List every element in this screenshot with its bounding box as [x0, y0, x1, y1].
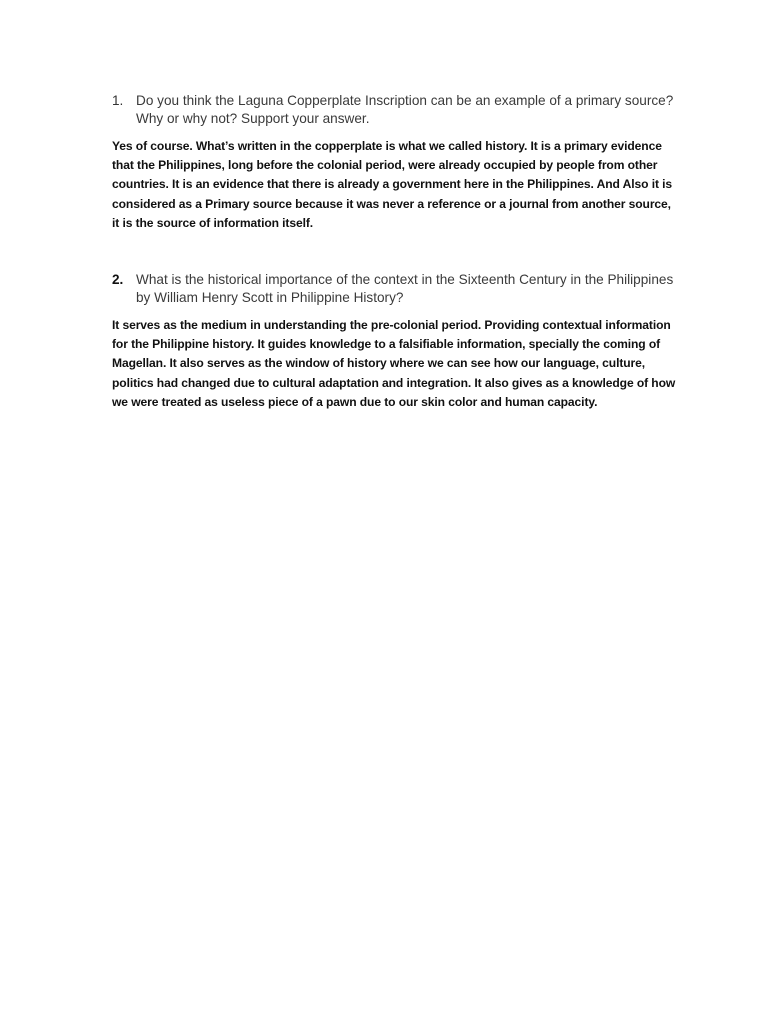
question-block-2 [112, 271, 677, 412]
question-block-1 [112, 92, 677, 233]
question-text-2: What is the historical importance of the context in the Sixteenth Century in the Philippines by William Henry Scott in Philippine History? [136, 272, 674, 305]
answer-text-1: Yes of course. What’s written in the copperplate is what we called history. It is a primary evidence that the Philippines, long before the colonial period, were already occupied by people from other countries. It is an evidence that there is already a government here in the Philippines. And Also it is considered as a Primary source because it was never a reference or a journal from another source, it is the source of information itself. [112, 139, 673, 230]
question-row-1 [112, 92, 677, 128]
question-text-1: Do you think the Laguna Copperplate Inscription can be an example of a primary source? Why or why not? Support your answer. [136, 93, 674, 126]
answer-text-2: It serves as the medium in understanding the pre-colonial period. Providing contextual information for the Philippine history. It guides knowledge to a falsifiable information, specially the coming of Magellan. It also serves as the window of history where we can see how our language, culture, politics had changed due to cultural adaptation and integration. It also gives as a knowledge of how we were treated as useless piece of a pawn due to our skin color and human capacity. [112, 318, 676, 409]
question-number-1: 1. [112, 93, 124, 108]
question-row-2 [112, 271, 677, 307]
question-number-2: 2. [112, 272, 124, 287]
